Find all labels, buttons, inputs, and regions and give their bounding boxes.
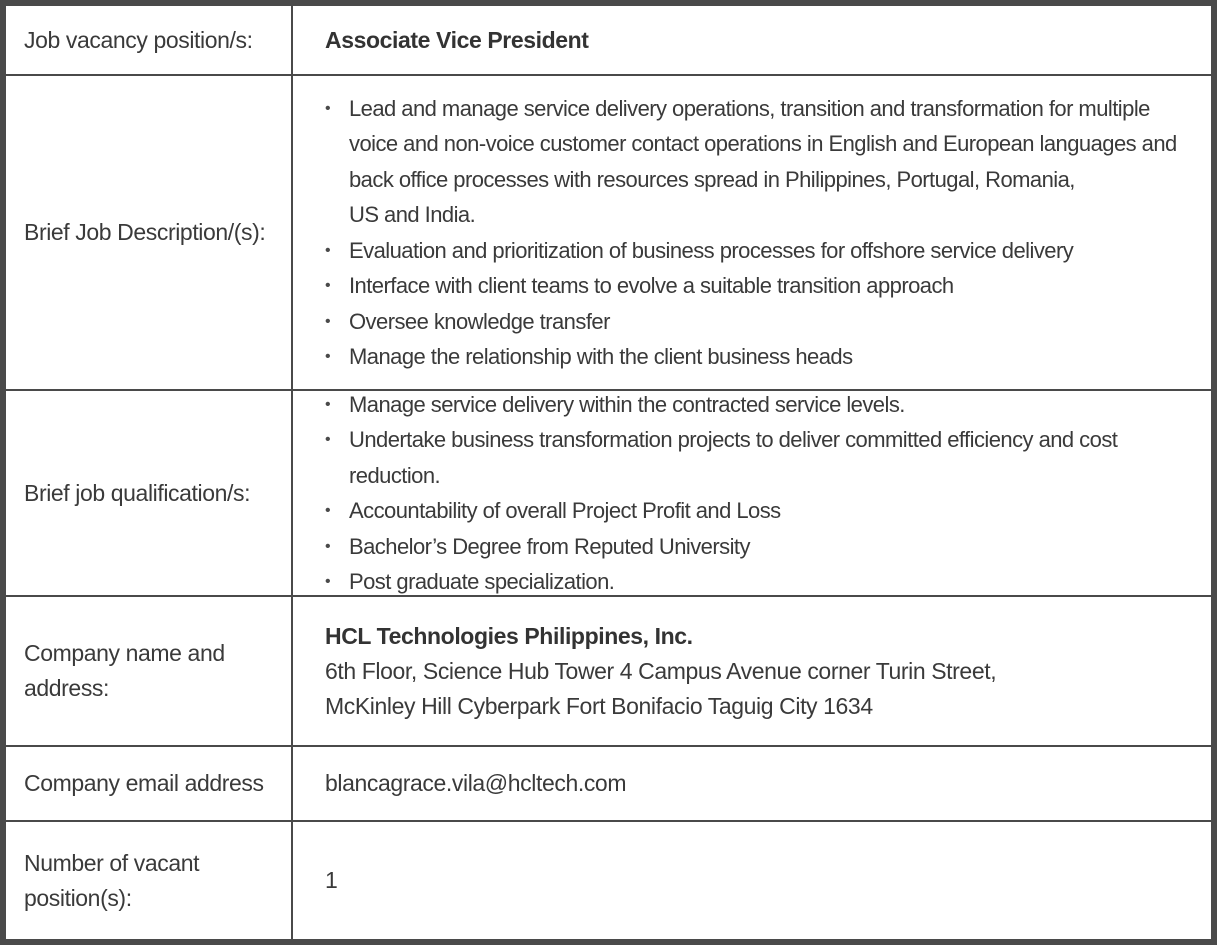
qualification-item: • Post graduate specialization. <box>325 564 1197 600</box>
description-item: • Lead and manage service delivery operations, transition and transformation for multiple voice and non-voice customer contact operations in English and European languages and back office processes with resources spread in Philippines, Portugal, Romania, US and India. <box>325 91 1197 233</box>
description-label: Brief Job Description/(s): <box>6 76 293 389</box>
company-label: Company name and address: <box>6 597 293 745</box>
description-item: • Manage the relationship with the client business heads <box>325 339 1197 375</box>
row-position <box>6 6 1211 76</box>
description-item: • Interface with client teams to evolve a suitable transition approach <box>325 268 1197 304</box>
row-description <box>6 76 1211 391</box>
row-qualification <box>6 391 1211 597</box>
row-email <box>6 747 1211 822</box>
qualification-list <box>325 387 1197 600</box>
row-company <box>6 597 1211 747</box>
email-cell <box>293 747 1211 820</box>
vacancies-cell <box>293 822 1211 939</box>
company-address-line2: McKinley Hill Cyberpark Fort Bonifacio Taguig City 1634 <box>325 692 873 719</box>
description-item: • Evaluation and prioritization of business processes for offshore service delivery <box>325 233 1197 269</box>
row-vacancies <box>6 822 1211 939</box>
description-cell <box>293 76 1211 389</box>
qualification-item: • Bachelor’s Degree from Reputed University <box>325 529 1197 565</box>
vacancies-value: 1 <box>325 867 338 893</box>
position-label: Job vacancy position/s: <box>6 6 293 74</box>
email-value: blancagrace.vila@hcltech.com <box>325 770 627 796</box>
company-address-line1: 6th Floor, Science Hub Tower 4 Campus Avenue corner Turin Street, <box>325 657 997 684</box>
description-item: • Oversee knowledge transfer <box>325 304 1197 340</box>
qualification-cell <box>293 391 1211 595</box>
position-value: Associate Vice President <box>325 26 589 53</box>
qualification-label: Brief job qualification/s: <box>6 391 293 595</box>
qualification-item: • Undertake business transformation projects to deliver committed efficiency and cost reduction. <box>325 422 1197 493</box>
qualification-item: • Accountability of overall Project Profit and Loss <box>325 493 1197 529</box>
position-value-cell <box>293 6 1211 74</box>
company-cell <box>293 597 1211 745</box>
email-label: Company email address <box>6 747 293 820</box>
qualification-item: • Manage service delivery within the contracted service levels. <box>325 387 1197 423</box>
description-list <box>325 91 1197 375</box>
vacancies-label: Number of vacant position(s): <box>6 822 293 939</box>
company-name: HCL Technologies Philippines, Inc. <box>325 622 693 649</box>
